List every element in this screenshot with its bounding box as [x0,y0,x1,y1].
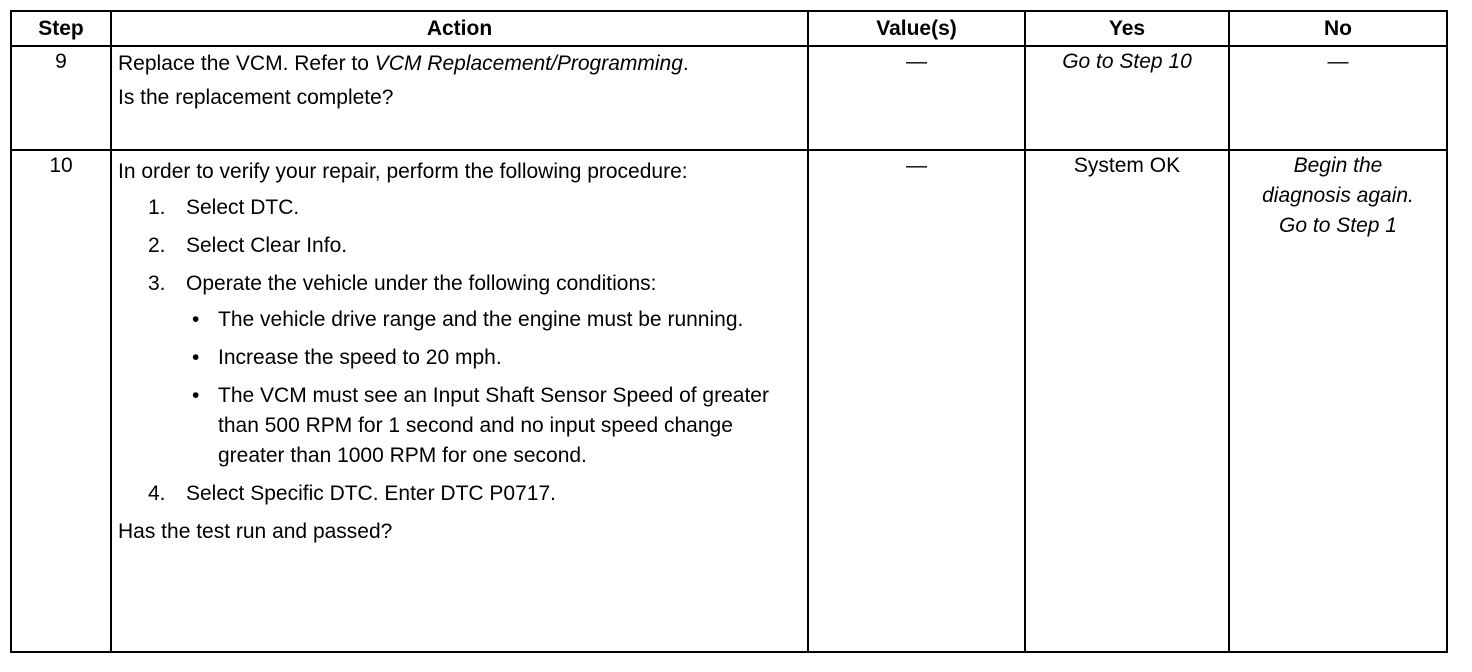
action-cell [111,46,808,150]
list-item [148,193,801,223]
bullet-icon: • [192,346,200,369]
no-cell [1229,150,1447,652]
list-item [148,231,801,261]
bullet-icon: • [192,384,200,407]
yes-cell: Go to Step 10 [1025,46,1229,150]
list-item-text: Select Clear Info. [186,234,348,257]
list-item [186,381,801,471]
step-number: 10 [11,150,111,652]
header-action: Action [111,11,808,46]
table-row [11,150,1447,652]
no-line: diagnosis again. [1262,184,1414,207]
list-item [186,343,801,373]
condition-text: The VCM must see an Input Shaft Sensor Speed of greater than 500 RPM for 1 second and no input speed change greater than 1000 RPM for one second. [218,384,769,467]
table-header-row [11,11,1447,46]
procedure-list [118,193,801,509]
step-number: 9 [11,46,111,150]
action-reference: VCM Replacement/Programming [374,52,683,75]
header-yes: Yes [1025,11,1229,46]
list-item [148,479,801,509]
yes-cell: System OK [1025,150,1229,652]
header-step: Step [11,11,111,46]
diagnostic-table [10,10,1448,653]
table-row [11,46,1447,150]
action-question: Is the replacement complete? [118,86,394,109]
action-cell [111,150,808,652]
header-values: Value(s) [808,11,1025,46]
values-cell: — [808,150,1025,652]
values-cell: — [808,46,1025,150]
list-item-number: 2. [148,234,166,257]
action-text-end: . [682,52,689,75]
condition-text: The vehicle drive range and the engine must be running. [218,308,744,331]
no-line: Begin the [1293,154,1383,177]
list-item-number: 1. [148,196,166,219]
list-item-number: 4. [148,482,166,505]
conditions-list [186,305,801,471]
action-intro: In order to verify your repair, perform the following procedure: [118,160,688,183]
action-instruction [118,49,801,79]
header-no: No [1229,11,1447,46]
list-item [186,305,801,335]
bullet-icon: • [192,308,200,331]
list-item-number: 3. [148,272,166,295]
condition-text: Increase the speed to 20 mph. [218,346,502,369]
no-cell: — [1229,46,1447,150]
no-line: Go to Step 1 [1279,214,1397,237]
list-item-text: Select Specific DTC. Enter DTC P0717. [186,482,556,505]
action-text: Replace the VCM. Refer to [118,52,375,75]
list-item [148,269,801,471]
list-item-text: Operate the vehicle under the following conditions: [186,272,657,295]
action-question: Has the test run and passed? [118,520,393,543]
list-item-text: Select DTC. [186,196,300,219]
